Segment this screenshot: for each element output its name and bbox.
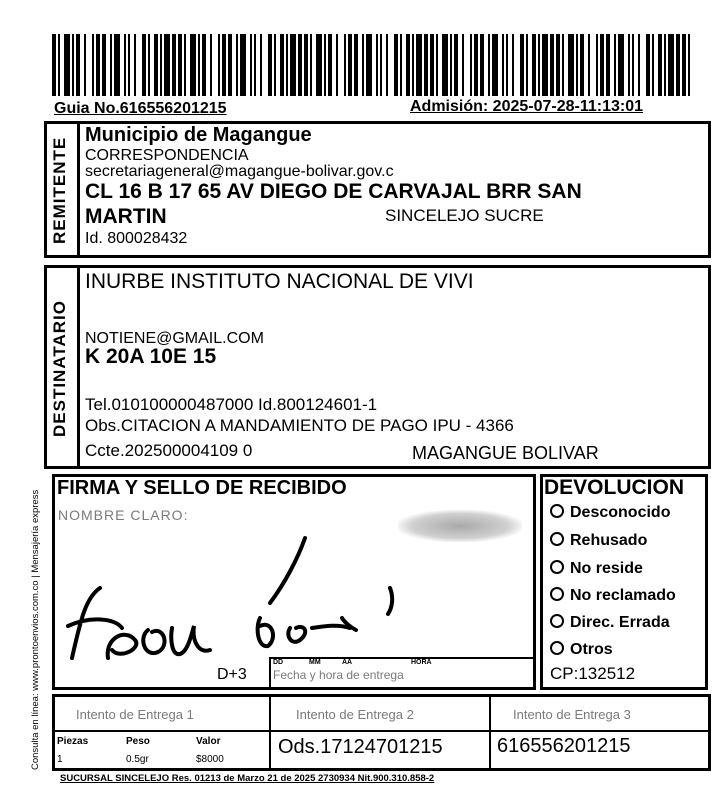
guide-number: Guia No.616556201215 [54, 100, 227, 117]
sender-email: secretariageneral@magangue-bolivar.gov.c [85, 163, 394, 180]
return-option-otros[interactable]: Otros [550, 641, 613, 659]
attempt-2-label: Intento de Entrega 2 [296, 707, 414, 722]
pieces-value: 1 [57, 754, 63, 765]
postal-code: CP:132512 [550, 664, 636, 683]
sender-address-line2: MARTIN [85, 205, 167, 228]
signature-scribble [60, 528, 400, 676]
delivery-date-label: Fecha y hora de entrega [273, 668, 404, 682]
delivery-days: D+3 [217, 666, 247, 683]
return-option-no-reside[interactable]: No reside [550, 560, 643, 578]
signature-title: FIRMA Y SELLO DE RECIBIDO [57, 477, 347, 499]
sender-id: Id. 800028432 [85, 230, 188, 247]
sender-address-line1: CL 16 B 17 65 AV DIEGO DE CARVAJAL BRR SAN [85, 180, 582, 203]
radio-icon [550, 641, 564, 655]
radio-icon [550, 504, 564, 518]
recipient-email: NOTIENE@GMAIL.COM [85, 330, 264, 347]
attempts-row-divider [52, 730, 711, 732]
recipient-name: INURBE INSTITUTO NACIONAL DE VIVI [85, 270, 474, 293]
recipient-phone-id: Tel.010100000487000 Id.800124601-1 [85, 395, 378, 414]
day-label: DD [273, 659, 284, 666]
sender-name: Municipio de Magangue [85, 124, 312, 146]
sender-department: CORRESPONDENCIA [85, 147, 249, 164]
weight-label: Peso [126, 736, 150, 747]
admission-date: Admisión: 2025-07-28-11:13:01 [410, 98, 643, 115]
remitente-divider [77, 121, 80, 258]
recipient-address: K 20A 10E 15 [85, 345, 217, 368]
return-option-desconocido[interactable]: Desconocido [550, 504, 670, 522]
attempt-1-label: Intento de Entrega 1 [76, 707, 194, 722]
radio-icon [550, 532, 564, 546]
value-label: Valor [196, 736, 221, 747]
ods-number: Ods.17124701215 [278, 736, 443, 758]
recipient-observation: Obs.CITACION A MANDAMIENTO DE PAGO IPU - 4366 [85, 416, 514, 435]
pieces-label: Piezas [57, 736, 89, 747]
clear-name-label: NOMBRE CLARO: [58, 507, 189, 523]
tracking-number: 616556201215 [497, 735, 631, 757]
remitente-label: REMITENTE [50, 136, 69, 245]
year-label: AA [342, 659, 353, 666]
recipient-ccte: Ccte.202500004109 0 [85, 441, 253, 460]
value-amount: $8000 [196, 754, 224, 765]
side-website-text: Consulta en línea: www.prontoenvios.com.co | Mensajería express [30, 489, 41, 770]
footer-branch-info: SUCURSAL SINCELEJO Res. 01213 de Marzo 21 de 2025 2730934 Nit.900.310.858-2 [60, 773, 435, 784]
attempts-box [52, 694, 711, 771]
radio-icon [550, 587, 564, 601]
radio-icon [550, 614, 564, 628]
return-option-direc-errada[interactable]: Direc. Errada [550, 614, 670, 632]
month-label: MM [309, 659, 321, 666]
destinatario-label: DESTINATARIO [50, 300, 69, 438]
return-option-no-reclamado[interactable]: No reclamado [550, 587, 676, 605]
weight-value: 0.5gr [126, 754, 149, 765]
stamp-smudge [398, 510, 522, 542]
barcode [52, 34, 692, 96]
destinatario-divider [77, 265, 80, 469]
radio-icon [550, 560, 564, 574]
hour-label: HORA [411, 659, 432, 666]
return-option-rehusado[interactable]: Rehusado [550, 532, 647, 550]
attempts-col-divider-1 [269, 694, 271, 771]
attempts-col-divider-2 [489, 694, 491, 771]
return-title: DEVOLUCION [544, 476, 685, 499]
attempt-3-label: Intento de Entrega 3 [513, 707, 631, 722]
sender-city: SINCELEJO SUCRE [385, 206, 544, 225]
recipient-city: MAGANGUE BOLIVAR [412, 443, 599, 463]
